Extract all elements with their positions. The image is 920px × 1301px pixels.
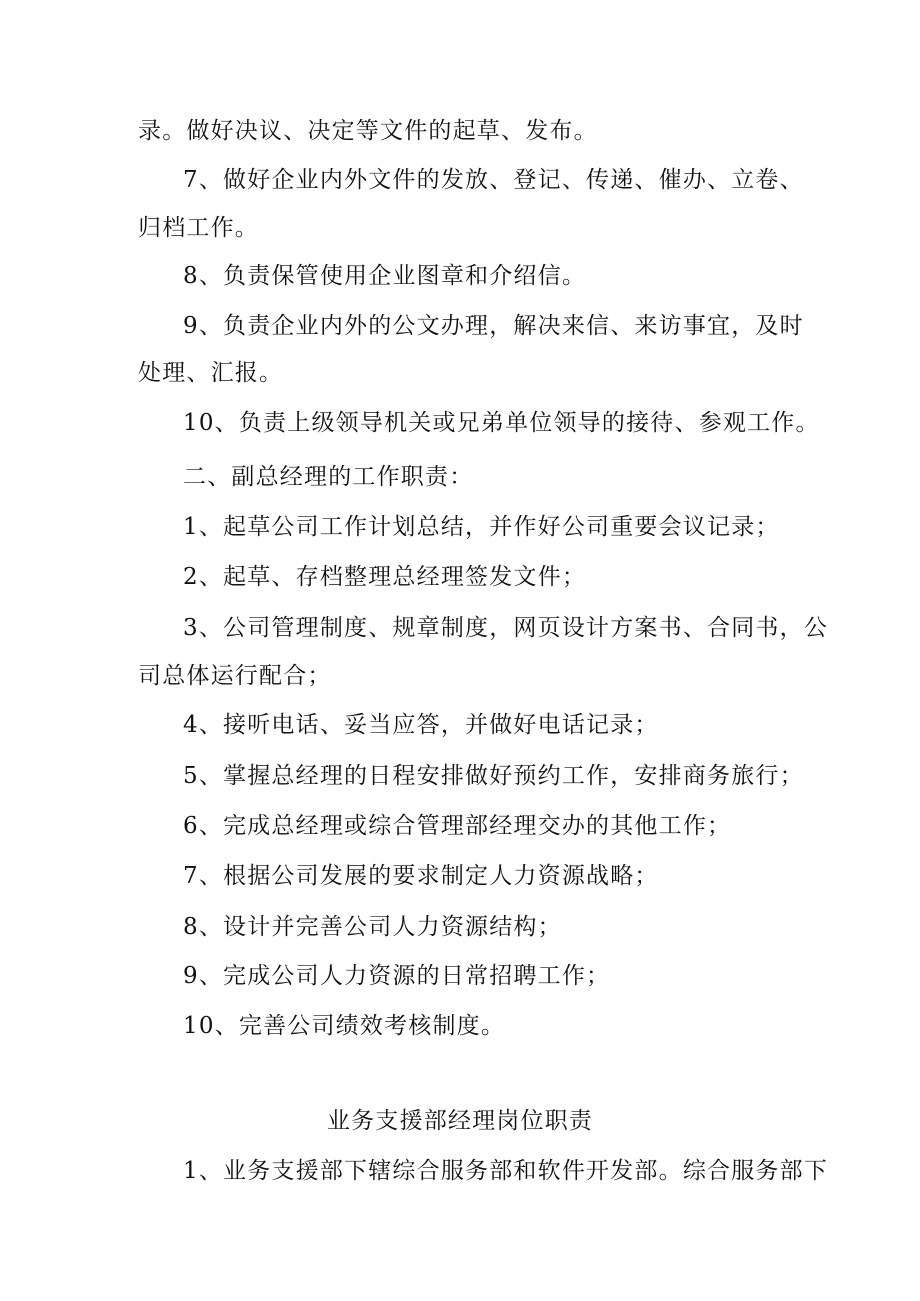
paragraph-line: 1、起草公司工作计划总结，并作好公司重要会议记录； <box>183 514 780 540</box>
paragraph-line: 7、根据公司发展的要求制定人力资源战略； <box>183 863 659 889</box>
paragraph-line: 处理、汇报。 <box>138 360 284 386</box>
paragraph-line: 1、业务支援部下辖综合服务部和软件开发部。综合服务部下 <box>183 1158 829 1184</box>
paragraph-line: 4、接听电话、妥当应答，并做好电话记录； <box>183 712 659 738</box>
paragraph-line: 归档工作。 <box>138 215 259 241</box>
section-heading: 二、副总经理的工作职责： <box>183 464 474 490</box>
paragraph-line: 10、负责上级领导机关或兄弟单位领导的接待、参观工作。 <box>183 410 820 436</box>
paragraph-line: 8、设计并完善公司人力资源结构； <box>183 914 562 940</box>
paragraph-line: 录。做好决议、决定等文件的起草、发布。 <box>138 118 598 144</box>
section-title: 业务支援部经理岗位职责 <box>326 1108 594 1134</box>
paragraph-line: 8、负责保管使用企业图章和介绍信。 <box>183 263 587 289</box>
paragraph-line: 9、负责企业内外的公文办理，解决来信、来访事宜，及时 <box>183 313 804 339</box>
paragraph-line: 5、掌握总经理的日程安排做好预约工作，安排商务旅行； <box>183 763 804 789</box>
paragraph-line: 7、做好企业内外文件的发放、登记、传递、催办、立卷、 <box>183 167 804 193</box>
paragraph-line: 9、完成公司人力资源的日常招聘工作； <box>183 963 611 989</box>
paragraph-line: 3、公司管理制度、规章制度，网页设计方案书、合同书，公 <box>183 615 829 641</box>
paragraph-line: 6、完成总经理或综合管理部经理交办的其他工作； <box>183 813 732 839</box>
paragraph-line: 2、起草、存档整理总经理签发文件； <box>183 564 587 590</box>
paragraph-line: 10、完善公司绩效考核制度。 <box>183 1013 506 1039</box>
paragraph-line: 司总体运行配合； <box>138 663 332 689</box>
